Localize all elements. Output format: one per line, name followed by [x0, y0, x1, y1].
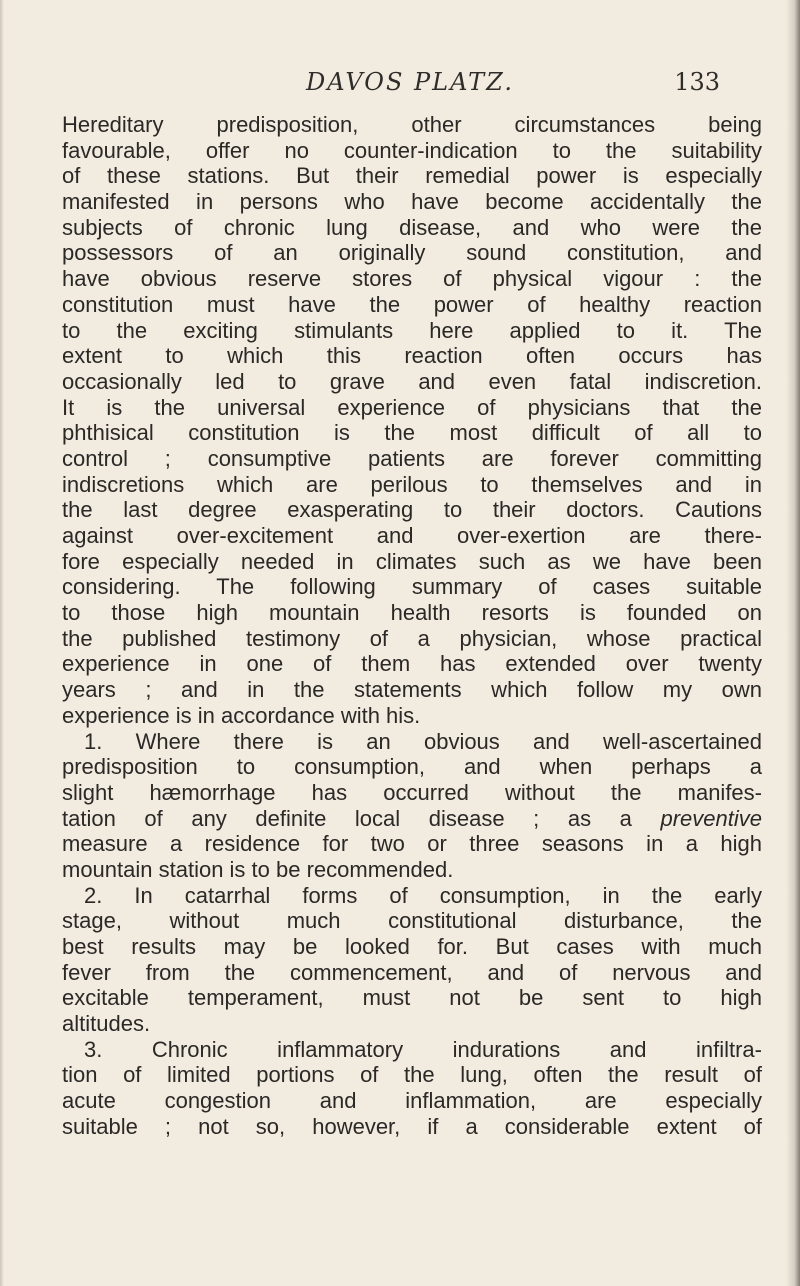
- text-line: subjects of chronic lung disease, and who were the: [62, 214, 762, 240]
- text-line: years ; and in the statements which follow my own: [62, 677, 762, 703]
- text-line: experience in one of them has extended over twenty: [62, 651, 762, 677]
- text-line-with-emphasis: [62, 806, 762, 832]
- text-fragment: tation of any definite local disease ; as a: [62, 805, 632, 831]
- text-line: fever from the commencement, and of nervous and: [62, 959, 762, 985]
- page-header: [60, 68, 760, 100]
- text-line: possessors of an originally sound constitution, and: [62, 240, 762, 266]
- text-line: Hereditary predisposition, other circumstances being: [62, 112, 762, 137]
- text-line: the last degree exasperating to their doctors. Cautions: [62, 497, 762, 523]
- page-left-edge: [0, 0, 4, 1286]
- body-text: [62, 112, 762, 1140]
- text-line: mountain station is to be recommended.: [62, 856, 454, 882]
- text-line: considering. The following summary of cases suitable: [62, 574, 762, 600]
- text-line: favourable, offer no counter-indication to the suitability: [62, 137, 762, 163]
- text-line: predisposition to consumption, and when perhaps a: [62, 754, 762, 780]
- running-head: DAVOS PLATZ.: [305, 68, 515, 96]
- text-line: 2. In catarrhal forms of consumption, in the early: [84, 882, 762, 908]
- text-line: suitable ; not so, however, if a considerable extent of: [62, 1113, 762, 1139]
- emphasis-preventive: preventive: [660, 805, 762, 831]
- text-line: extent to which this reaction often occurs has: [62, 343, 762, 369]
- text-line: have obvious reserve stores of physical vigour : the: [62, 266, 762, 292]
- text-line: indiscretions which are perilous to themselves and in: [62, 471, 762, 497]
- text-line: stage, without much constitutional disturbance, the: [62, 908, 762, 934]
- text-line: experience is in accordance with his.: [62, 702, 421, 728]
- text-line: the published testimony of a physician, whose practical: [62, 625, 762, 651]
- page-number: 133: [674, 68, 720, 96]
- text-line: excitable temperament, must not be sent to high: [62, 985, 762, 1011]
- text-line: tion of limited portions of the lung, often the result of: [62, 1062, 762, 1088]
- text-line: constitution must have the power of healthy reaction: [62, 291, 762, 317]
- text-line: of these stations. But their remedial power is especially: [62, 163, 762, 189]
- page-right-edge-shadow: [786, 0, 800, 1286]
- text-line: to the exciting stimulants here applied to it. The: [62, 317, 762, 343]
- text-line: against over-excitement and over-exertion are there-: [62, 523, 762, 548]
- text-line: altitudes.: [62, 1011, 151, 1037]
- text-line: measure a residence for two or three seasons in a high: [62, 831, 762, 857]
- text-line: fore especially needed in climates such as we have been: [62, 548, 762, 574]
- text-line: control ; consumptive patients are forever committing: [62, 445, 762, 471]
- text-line: to those high mountain health resorts is founded on: [62, 600, 762, 626]
- text-line: 1. Where there is an obvious and well-ascertained: [84, 728, 762, 754]
- text-line: occasionally led to grave and even fatal indiscretion.: [62, 368, 762, 394]
- text-line: best results may be looked for. But cases with much: [62, 934, 762, 959]
- text-line: slight hæmorrhage has occurred without the manifes-: [62, 779, 762, 805]
- text-line: It is the universal experience of physicians that the: [62, 394, 762, 420]
- text-line: phthisical constitution is the most difficult of all to: [62, 420, 762, 446]
- text-line: manifested in persons who have become accidentally the: [62, 189, 762, 215]
- text-line: 3. Chronic inflammatory indurations and infiltra-: [84, 1036, 762, 1062]
- text-line: acute congestion and inflammation, are especially: [62, 1088, 762, 1114]
